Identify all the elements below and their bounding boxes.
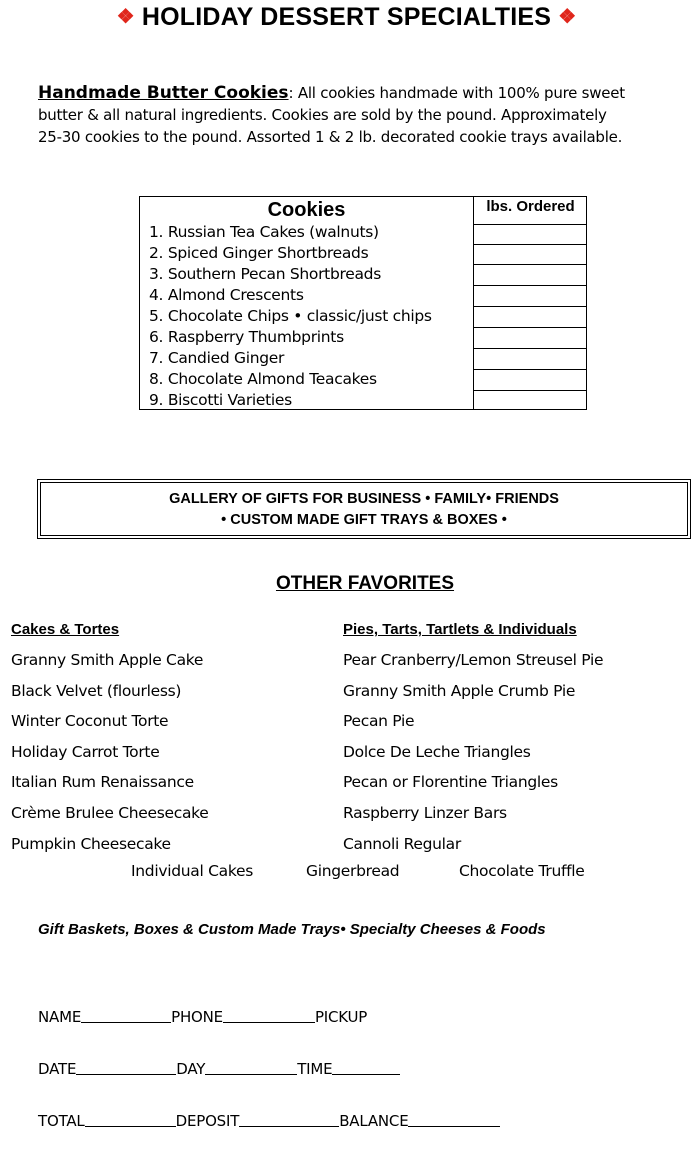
intro-paragraph bbox=[38, 82, 693, 148]
lbs-input-cell[interactable] bbox=[474, 308, 587, 328]
list-item: Italian Rum Renaissance bbox=[11, 773, 194, 792]
balance-label: BALANCE bbox=[339, 1112, 409, 1130]
day-field[interactable] bbox=[205, 1060, 297, 1075]
cakes-heading: Cakes & Tortes bbox=[11, 621, 120, 638]
page-title bbox=[0, 0, 693, 34]
list-item: Cannoli Regular bbox=[343, 834, 461, 853]
name-label: NAME bbox=[38, 1008, 82, 1026]
balance-field[interactable] bbox=[408, 1112, 500, 1127]
date-field[interactable] bbox=[76, 1060, 176, 1075]
list-item: Winter Coconut Torte bbox=[11, 712, 169, 731]
lbs-input-cell[interactable] bbox=[474, 371, 587, 391]
date-label: DATE bbox=[38, 1060, 77, 1078]
total-label: TOTAL bbox=[38, 1112, 85, 1130]
pickup-label: PICKUP bbox=[314, 1008, 368, 1026]
lbs-ordered-header: lbs. Ordered bbox=[486, 198, 575, 215]
day-label: DAY bbox=[176, 1060, 206, 1078]
deposit-field[interactable] bbox=[239, 1112, 339, 1127]
list-item: Pear Cranberry/Lemon Streusel Pie bbox=[343, 651, 604, 669]
pies-heading: Pies, Tarts, Tartlets & Individuals bbox=[343, 621, 577, 638]
list-item: Holiday Carrot Torte bbox=[11, 742, 160, 761]
lbs-input-cell[interactable] bbox=[474, 225, 587, 245]
extra-item: Chocolate Truffle bbox=[459, 862, 585, 880]
list-item: Raspberry Linzer Bars bbox=[343, 803, 507, 822]
gallery-line: • CUSTOM MADE GIFT TRAYS & BOXES • bbox=[221, 512, 507, 528]
lbs-input-cell[interactable] bbox=[474, 350, 587, 370]
intro-line: butter & all natural ingredients. Cookies are sold by the pound. Approximately bbox=[38, 106, 607, 124]
extra-item: Individual Cakes bbox=[131, 862, 253, 880]
extra-item: Gingerbread bbox=[306, 862, 400, 880]
header-cell bbox=[474, 197, 587, 225]
cookie-item: 8. Chocolate Almond Teacakes bbox=[149, 370, 377, 388]
pies-list bbox=[343, 645, 603, 859]
intro-line: : All cookies handmade with 100% pure sweet bbox=[288, 84, 625, 102]
cookie-item: 3. Southern Pecan Shortbreads bbox=[149, 265, 381, 283]
cookie-item: 4. Almond Crescents bbox=[149, 286, 304, 304]
phone-label: PHONE bbox=[171, 1008, 223, 1026]
gallery-inner-border bbox=[40, 482, 688, 536]
list-item: Granny Smith Apple Cake bbox=[11, 651, 204, 669]
list-item: Dolce De Leche Triangles bbox=[343, 742, 531, 761]
intro-lead: Handmade Butter Cookies bbox=[38, 83, 289, 103]
order-form-row-2 bbox=[38, 1060, 400, 1078]
deposit-label: DEPOSIT bbox=[175, 1112, 240, 1130]
lbs-input-cell[interactable] bbox=[474, 329, 587, 349]
list-item: Black Velvet (flourless) bbox=[11, 681, 182, 700]
cookie-item: 2. Spiced Ginger Shortbreads bbox=[149, 244, 369, 262]
gallery-line: GALLERY OF GIFTS FOR BUSINESS • FAMILY• FRIENDS bbox=[169, 491, 559, 507]
phone-field[interactable] bbox=[223, 1008, 315, 1023]
gift-line: Gift Baskets, Boxes & Custom Made Trays• Specialty Cheeses & Foods bbox=[38, 921, 546, 938]
name-field[interactable] bbox=[81, 1008, 171, 1023]
cookies-header: Cookies bbox=[267, 199, 346, 221]
intro-line: 25-30 cookies to the pound. Assorted 1 & 2 lb. decorated cookie trays available. bbox=[38, 128, 623, 146]
total-field[interactable] bbox=[85, 1112, 176, 1127]
cookie-item: 6. Raspberry Thumbprints bbox=[149, 328, 344, 346]
list-item: Pecan Pie bbox=[343, 712, 415, 731]
lbs-input-cell[interactable] bbox=[474, 245, 587, 265]
cookie-item: 9. Biscotti Varieties bbox=[149, 391, 292, 409]
time-field[interactable] bbox=[332, 1060, 400, 1075]
cookie-order-table bbox=[139, 196, 587, 410]
lbs-input-cell[interactable] bbox=[474, 266, 587, 286]
time-label: TIME bbox=[297, 1060, 333, 1078]
other-favorites-title: OTHER FAVORITES bbox=[275, 573, 455, 594]
list-item: Crème Brulee Cheesecake bbox=[11, 803, 209, 822]
diamond-ornament-icon: ❖ bbox=[558, 6, 577, 28]
cookie-list bbox=[149, 222, 479, 411]
cookie-item: 5. Chocolate Chips • classic/just chips bbox=[149, 307, 432, 325]
list-item: Pumpkin Cheesecake bbox=[11, 834, 171, 853]
gallery-banner bbox=[37, 479, 691, 539]
order-form-row-3 bbox=[38, 1112, 500, 1130]
list-item: Granny Smith Apple Crumb Pie bbox=[343, 681, 576, 700]
cookie-item: 1. Russian Tea Cakes (walnuts) bbox=[149, 223, 379, 241]
cakes-list bbox=[11, 645, 209, 859]
cookie-item: 7. Candied Ginger bbox=[149, 349, 285, 367]
list-item: Pecan or Florentine Triangles bbox=[343, 773, 558, 792]
diamond-ornament-icon: ❖ bbox=[116, 6, 135, 28]
lbs-input-cell[interactable] bbox=[474, 287, 587, 307]
page-title-text: HOLIDAY DESSERT SPECIALTIES bbox=[141, 3, 552, 31]
order-form-row-1 bbox=[38, 1008, 367, 1026]
